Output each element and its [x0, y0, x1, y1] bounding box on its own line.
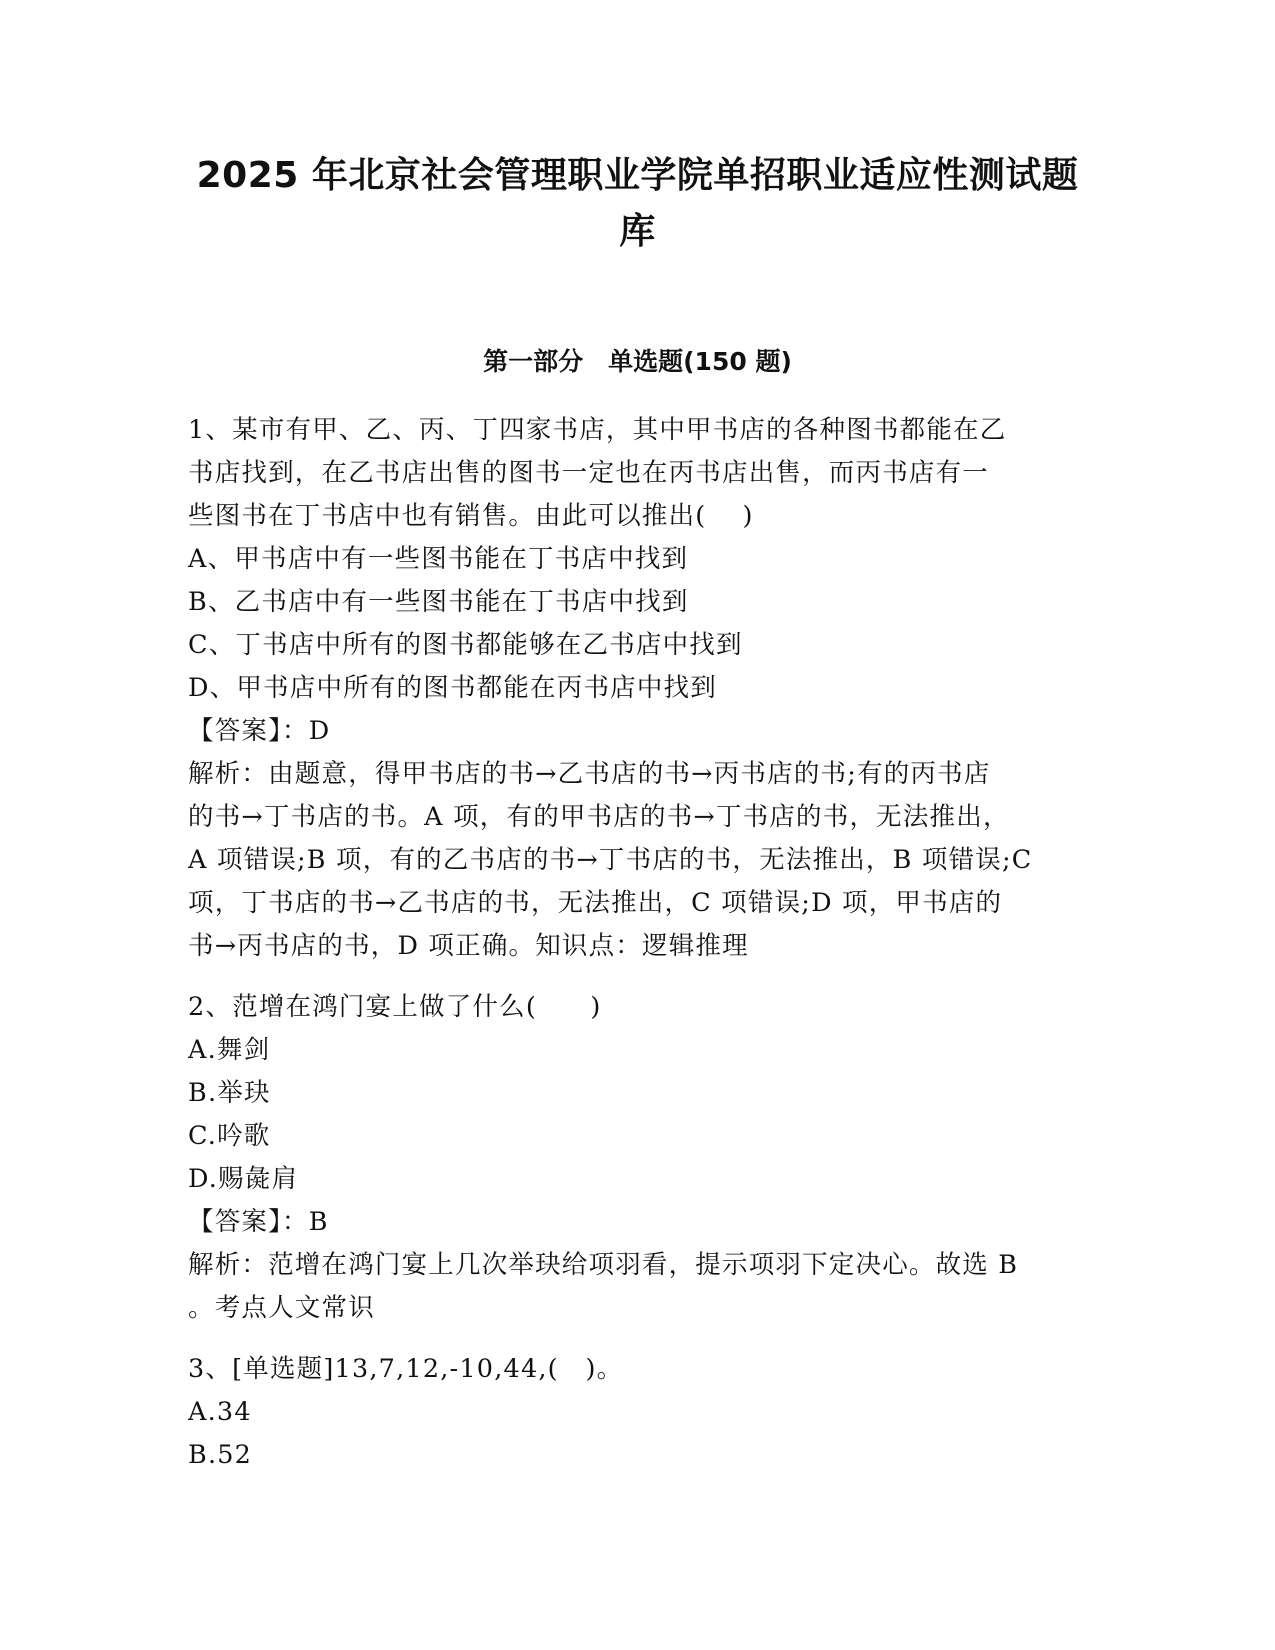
question-2 [188, 986, 1088, 1330]
option-a: A、甲书店中有一些图书能在丁书店中找到 [188, 544, 689, 574]
document-title-line-2: 库 [619, 211, 656, 252]
answer: 【答案】：B [188, 1207, 329, 1237]
question-spacer [188, 1330, 1088, 1348]
question-text-line: 些图书在丁书店中也有销售。由此可以推出( ) [188, 501, 754, 531]
analysis-line: 书→丙书店的书，D 项正确。知识点：逻辑推理 [188, 931, 749, 961]
analysis-line: A 项错误;B 项，有的乙书店的书→丁书店的书，无法推出，B 项错误;C [188, 845, 1033, 875]
question-spacer [188, 968, 1088, 986]
option-a: A.34 [188, 1397, 252, 1427]
question-text-line: 1、某市有甲、乙、丙、丁四家书店，其中甲书店的各种图书都能在乙 [188, 415, 1007, 445]
question-1 [188, 409, 1088, 968]
question-3 [188, 1348, 1088, 1477]
question-text-line: 3、[单选题]13,7,12,-10,44,( )。 [188, 1354, 624, 1384]
document-title-line-1: 2025 年北京社会管理职业学院单招职业适应性测试题 [196, 155, 1079, 196]
option-b: B.52 [188, 1440, 253, 1470]
document-title [170, 148, 1105, 260]
analysis-line: 。考点人文常识 [188, 1293, 375, 1323]
analysis-line: 项，丁书店的书→乙书店的书，无法推出，C 项错误;D 项，甲书店的 [188, 888, 1003, 918]
option-a: A.舞剑 [188, 1035, 271, 1065]
option-d: D、甲书店中所有的图书都能在丙书店中找到 [188, 673, 717, 703]
analysis-line: 解析：由题意，得甲书店的书→乙书店的书→丙书店的书;有的丙书店 [188, 759, 991, 789]
option-c: C.吟歌 [188, 1121, 271, 1151]
question-list [188, 409, 1088, 1477]
option-b: B、乙书店中有一些图书能在丁书店中找到 [188, 587, 689, 617]
answer: 【答案】：D [188, 716, 331, 746]
option-b: B.举玦 [188, 1078, 271, 1108]
option-d: D.赐彘肩 [188, 1164, 299, 1194]
option-c: C、丁书店中所有的图书都能够在乙书店中找到 [188, 630, 743, 660]
question-text-line: 2、范增在鸿门宴上做了什么( ) [188, 992, 602, 1022]
question-text-line: 书店找到，在乙书店出售的图书一定也在丙书店出售，而丙书店有一 [188, 458, 990, 488]
analysis-line: 解析：范增在鸿门宴上几次举玦给项羽看，提示项羽下定决心。故选 B [188, 1250, 1019, 1280]
section-title: 第一部分 单选题(150 题) [483, 347, 792, 376]
analysis-line: 的书→丁书店的书。A 项，有的甲书店的书→丁书店的书，无法推出， [188, 802, 1010, 832]
